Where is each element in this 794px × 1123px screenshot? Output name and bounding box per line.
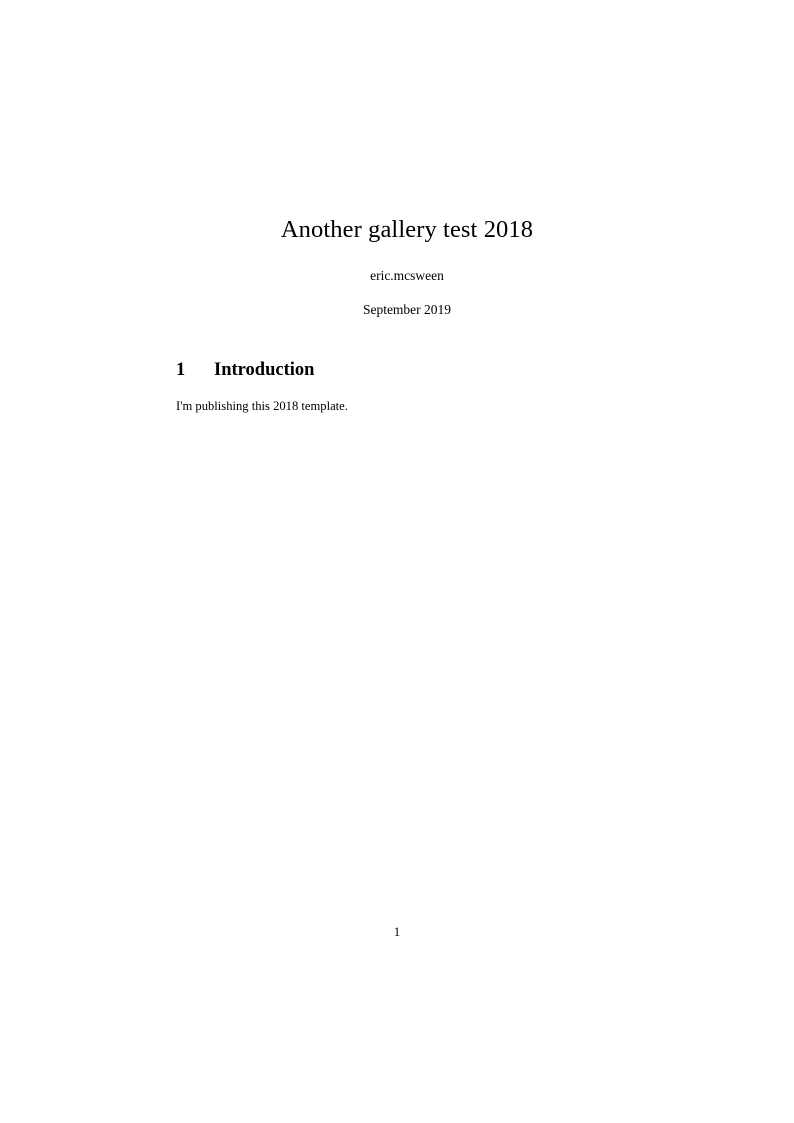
document-date: September 2019 xyxy=(362,301,452,317)
document-author: eric.mcsween xyxy=(370,268,444,284)
section-paragraph: I'm publishing this 2018 template. xyxy=(176,398,348,413)
section-heading-introduction xyxy=(176,318,638,381)
document-content xyxy=(176,0,638,415)
page-title: Another gallery test 2018 xyxy=(280,216,534,243)
section-number: 1 xyxy=(176,359,186,380)
section-title: Introduction xyxy=(214,359,315,380)
page-number: 1 xyxy=(393,925,401,939)
